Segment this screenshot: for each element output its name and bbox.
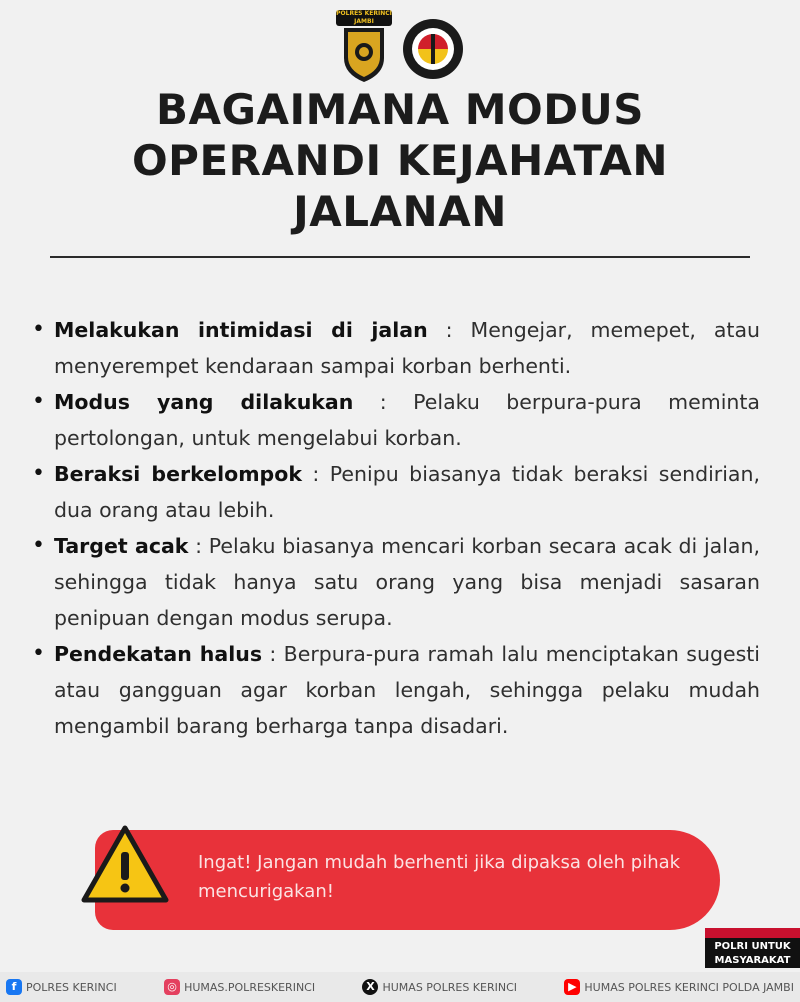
footer-instagram-label: HUMAS.POLRESKERINCI [184, 980, 316, 994]
item-term: Modus yang dilakukan [54, 390, 354, 414]
modus-list [30, 312, 760, 744]
footer-x-label: HUMAS POLRES KERINCI [382, 980, 517, 994]
bullet-icon: • [32, 389, 45, 414]
x-icon: X [362, 979, 378, 995]
item-desc: : Mengejar, memepet, atau menyerempet kendaraan sampai korban berhenti. [54, 318, 760, 378]
footer-youtube-label: HUMAS POLRES KERINCI POLDA JAMBI [584, 980, 794, 994]
list-item [30, 456, 760, 528]
badge-line2: MASYARAKAT [714, 955, 791, 966]
item-desc: : Penipu biasanya tidak beraksi sendirian, dua orang atau lebih. [54, 462, 760, 522]
police-logo-sub-text: JAMBI [354, 18, 374, 25]
police-logo [336, 10, 392, 84]
bullet-icon: • [32, 641, 45, 666]
polri-untuk-masyarakat-badge [705, 928, 800, 968]
page-title: BAGAIMANA MODUS OPERANDI KEJAHATAN JALANAN [131, 85, 669, 236]
footer-facebook[interactable] [6, 979, 117, 995]
warning-triangle-icon [78, 822, 172, 908]
footer-instagram[interactable] [164, 979, 315, 995]
social-footer [0, 972, 800, 1002]
list-item [30, 312, 760, 384]
item-term: Beraksi berkelompok [54, 462, 302, 486]
item-desc: : Pelaku berpura-pura meminta pertolongan, untuk mengelabui korban. [54, 390, 760, 450]
item-term: Target acak [54, 534, 189, 558]
footer-x[interactable] [362, 979, 517, 995]
item-term: Pendekatan halus [54, 642, 263, 666]
badge-line1: POLRI UNTUK [714, 941, 791, 952]
facebook-icon: f [6, 979, 22, 995]
footer-facebook-label: POLRES KERINCI [26, 980, 117, 994]
footer-youtube[interactable] [564, 979, 794, 995]
bullet-icon: • [32, 317, 45, 342]
item-desc: : Berpura-pura ramah lalu menciptakan sugesti atau gangguan agar korban lengah, sehingga pelaku mudah mengambil barang berharga tanpa disadari. [54, 642, 760, 738]
warning-text: Ingat! Jangan mudah berhenti jika dipaksa oleh pihak mencurigakan! [198, 852, 681, 902]
police-logo-banner-text: POLRES KERINCI [336, 10, 392, 17]
header-logos [0, 10, 800, 84]
list-item [30, 636, 760, 744]
title-divider [50, 256, 750, 258]
list-item [30, 384, 760, 456]
humas-logo [402, 18, 464, 80]
humas-emblem-icon [402, 18, 464, 80]
youtube-icon: ▶ [564, 979, 580, 995]
bullet-icon: • [32, 533, 45, 558]
instagram-icon: ◎ [164, 979, 180, 995]
list-item [30, 528, 760, 636]
item-desc: : Pelaku biasanya mencari korban secara acak di jalan, sehingga tidak hanya satu orang yang bisa menjadi sasaran penipuan dengan modus serupa. [54, 534, 760, 630]
police-logo-banner [336, 10, 392, 26]
bullet-icon: • [32, 461, 45, 486]
item-term: Melakukan intimidasi di jalan [54, 318, 428, 342]
